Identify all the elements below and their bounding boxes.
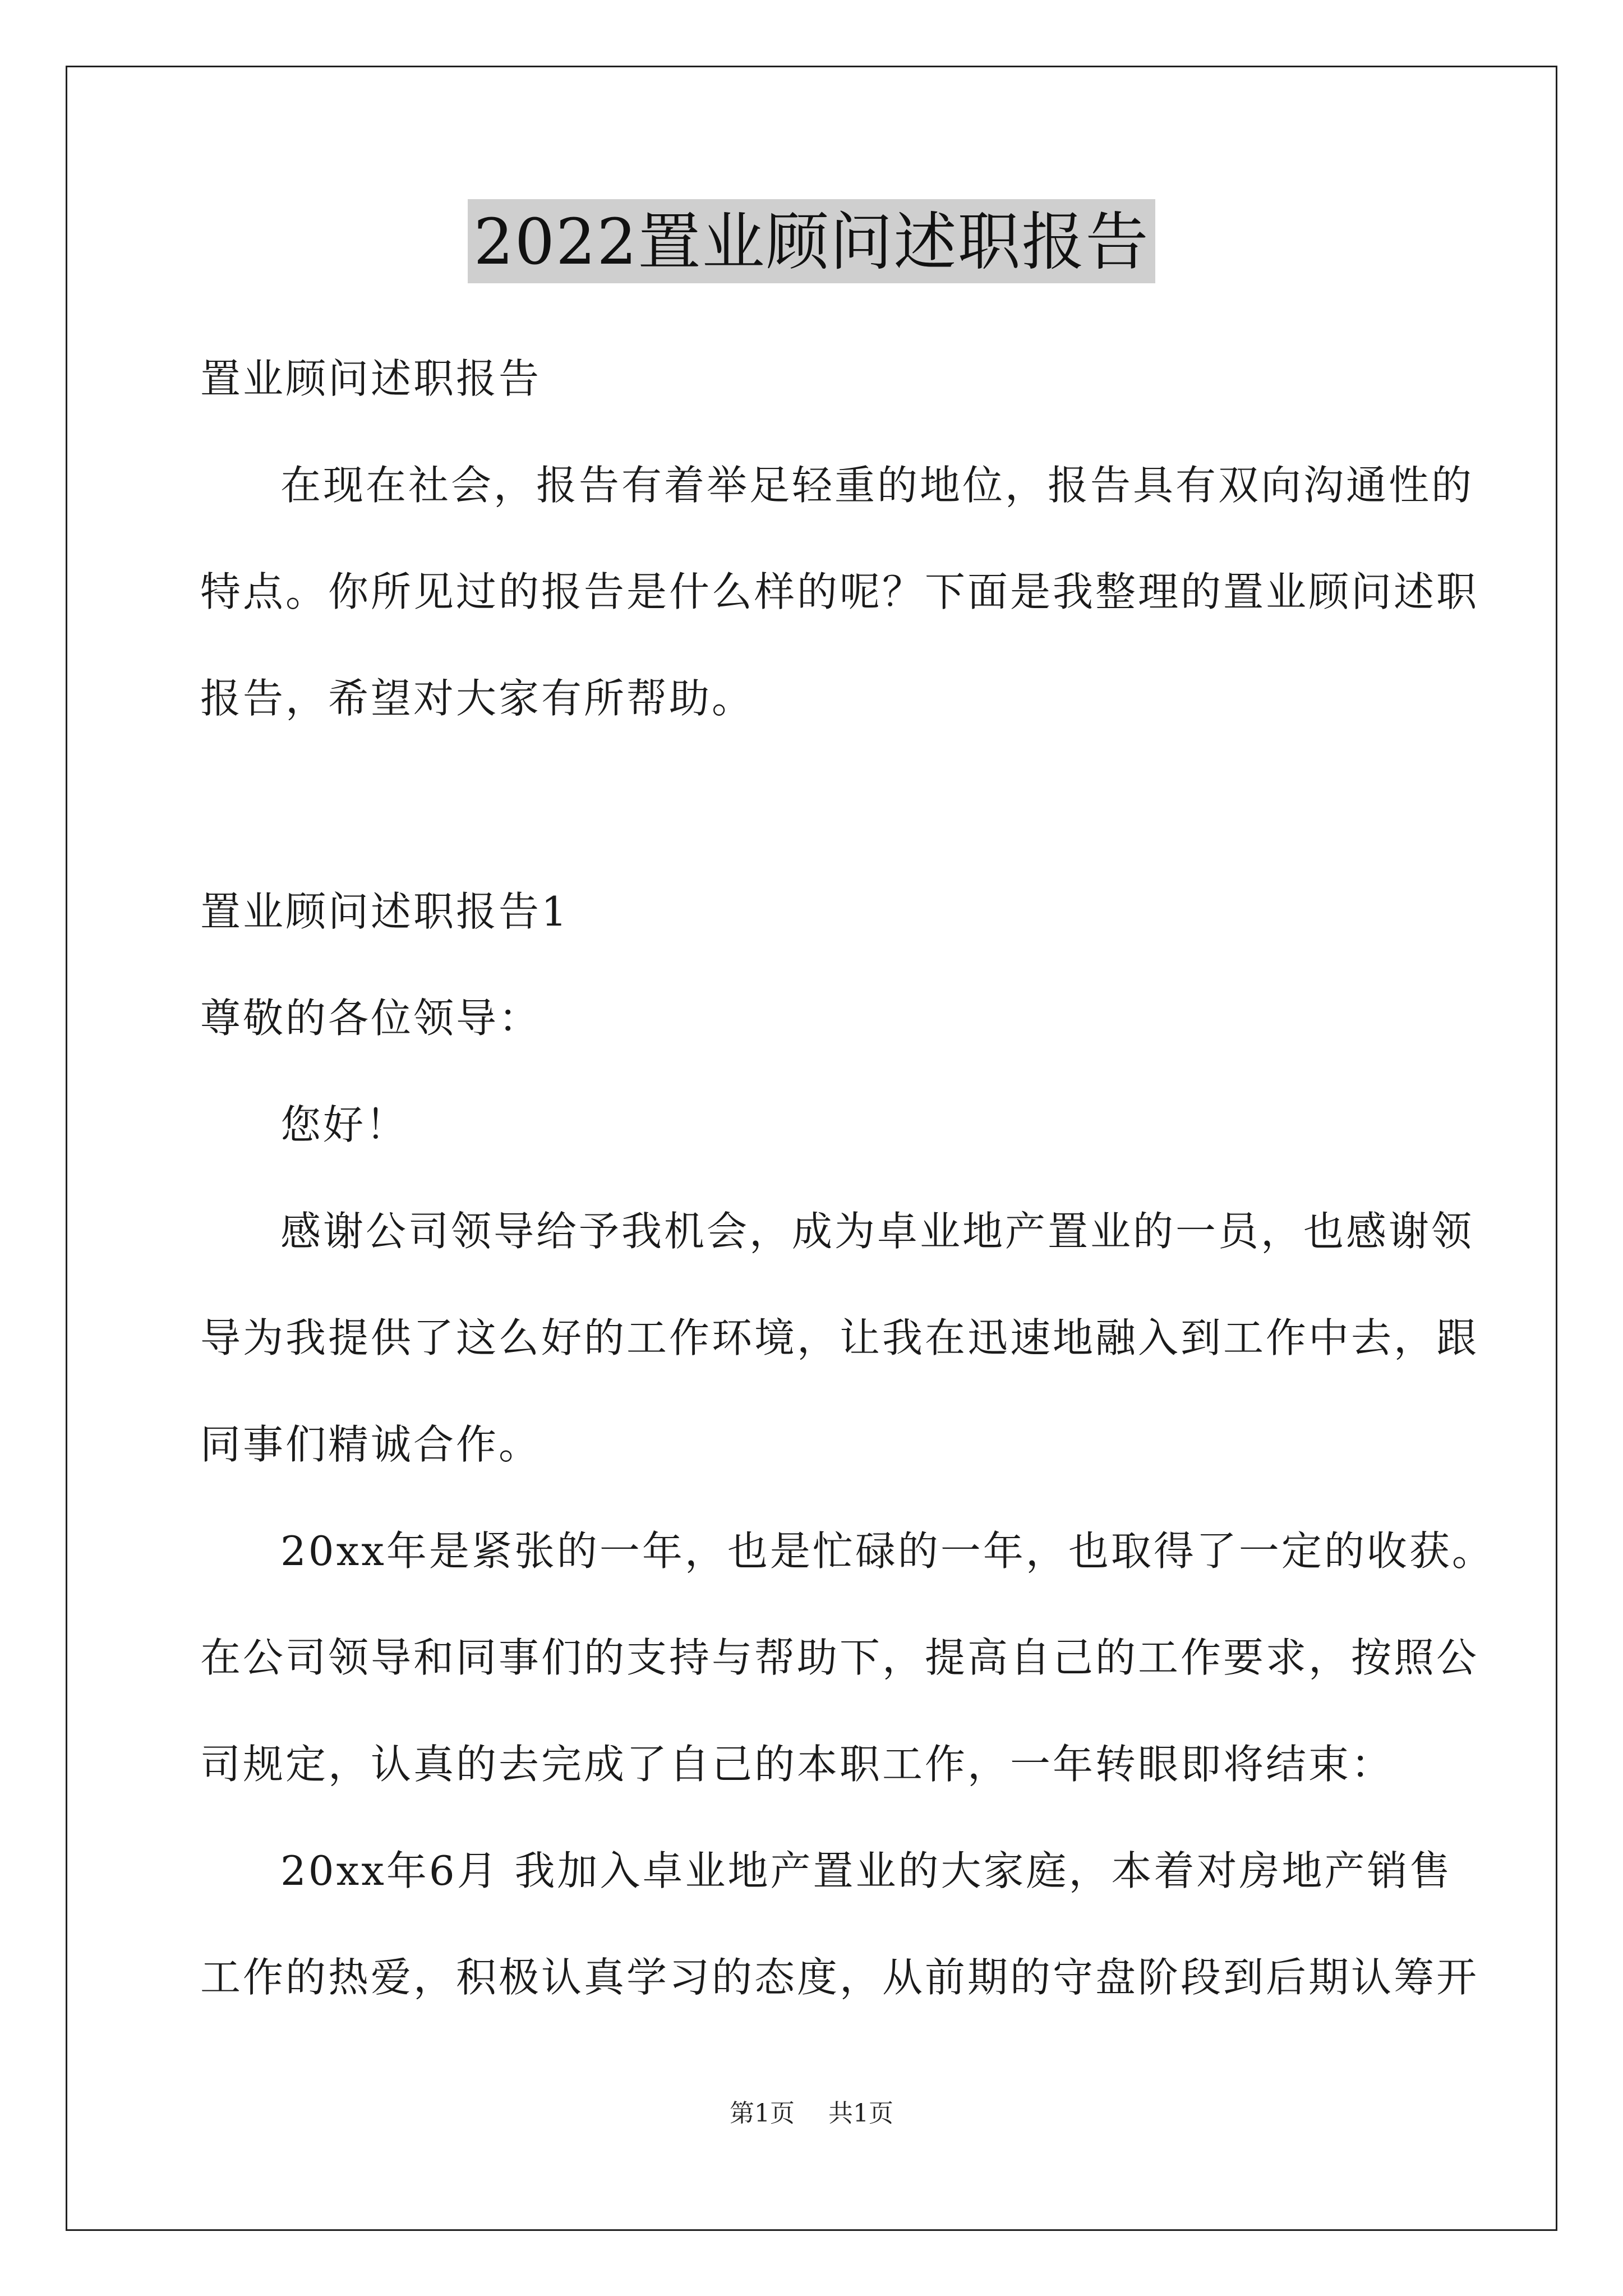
document-subtitle: 置业顾问述职报告 <box>200 355 542 402</box>
page-total: 共1页 <box>828 2099 893 2128</box>
section-heading: 置业顾问述职报告1 <box>200 888 569 935</box>
intro-line-1: 在现在社会，报告有着举足轻重的地位，报告具有双向沟通性的 <box>280 462 1474 509</box>
intro-line-2: 特点。你所见过的报告是什么样的呢？下面是我整理的置业顾问述职 <box>200 568 1479 615</box>
para1-line-3: 同事们精诚合作。 <box>200 1421 542 1468</box>
para1-line-1: 感谢公司领导给予我机会，成为卓业地产置业的一员，也感谢领 <box>280 1208 1474 1255</box>
page-number: 第1页 <box>730 2099 795 2128</box>
salutation: 尊敬的各位领导： <box>200 995 542 1042</box>
intro-line-3: 报告，希望对大家有所帮助。 <box>200 675 755 722</box>
para1-line-2: 导为我提供了这么好的工作环境，让我在迅速地融入到工作中去，跟 <box>200 1314 1479 1361</box>
page-footer <box>0 2098 1623 2129</box>
title-container <box>0 199 1623 283</box>
document-title: 2022置业顾问述职报告 <box>468 199 1155 283</box>
para2-line-2: 在公司领导和同事们的支持与帮助下，提高自己的工作要求，按照公 <box>200 1634 1479 1681</box>
greeting: 您好！ <box>280 1101 409 1148</box>
para2-line-3: 司规定，认真的去完成了自己的本职工作，一年转眼即将结束： <box>200 1741 1394 1788</box>
para3-line-1: 20xx年6月 我加入卓业地产置业的大家庭，本着对房地产销售 <box>280 1847 1453 1894</box>
para3-line-2: 工作的热爱，积极认真学习的态度，从前期的守盘阶段到后期认筹开 <box>200 1954 1479 2001</box>
para2-line-1: 20xx年是紧张的一年，也是忙碌的一年，也取得了一定的收获。 <box>280 1527 1495 1575</box>
